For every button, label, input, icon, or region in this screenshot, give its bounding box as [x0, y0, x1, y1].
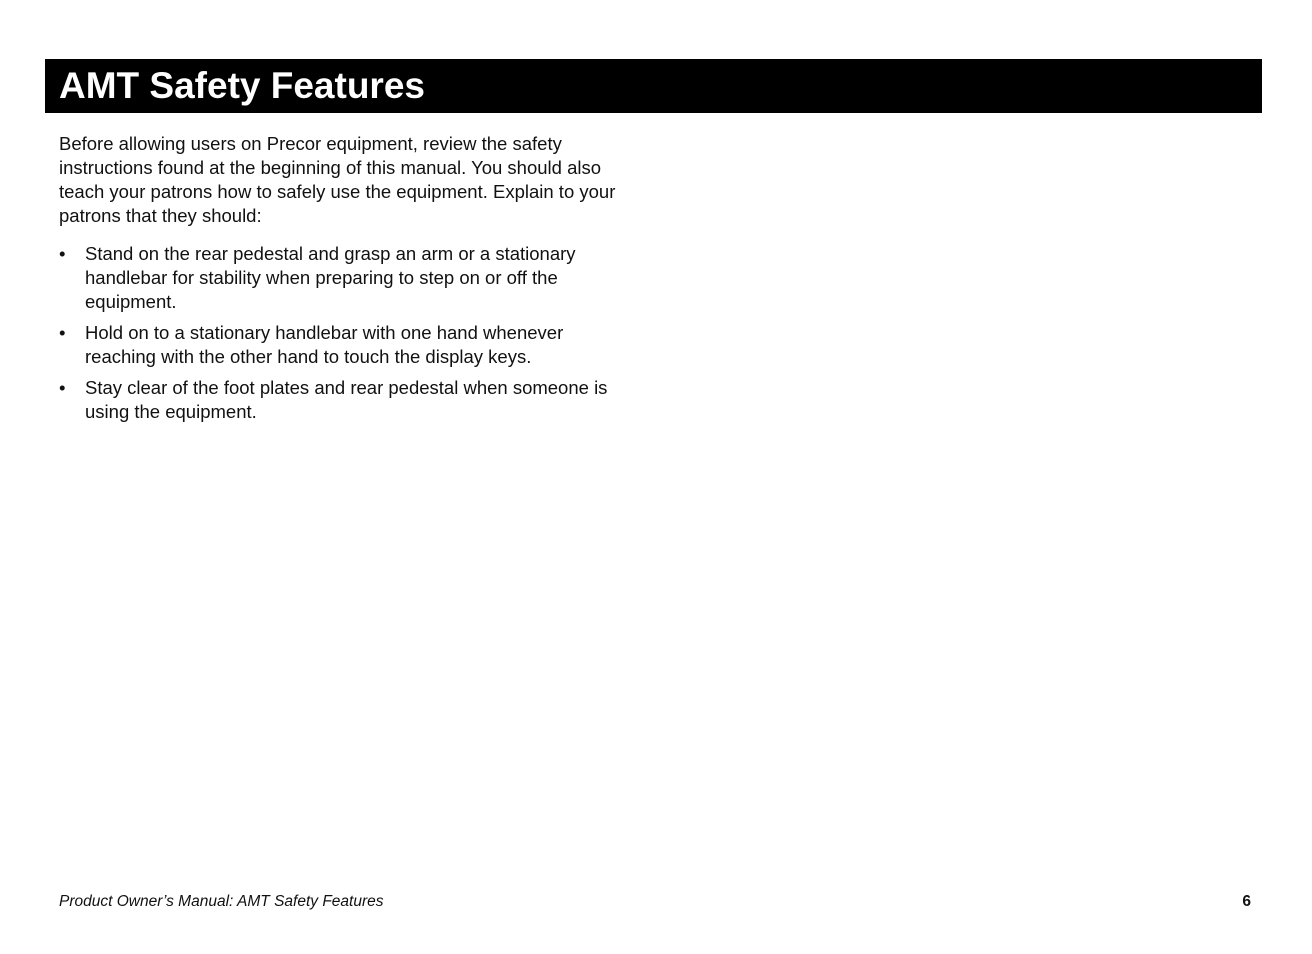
list-item [59, 376, 639, 424]
list-item-text: Stand on the rear pedestal and grasp an arm or a stationary handlebar for stability when preparing to step on or off the equipment. [85, 243, 576, 312]
intro-paragraph: Before allowing users on Precor equipment, review the safety instructions found at the beginning of this manual. You should also teach your patrons how to safely use the equipment. Explain to your patrons that they should: [59, 133, 616, 226]
section-title-bar [45, 59, 1262, 113]
list-item [59, 242, 639, 314]
footer-running-title: Product Owner’s Manual: AMT Safety Features [59, 893, 384, 910]
list-item [59, 321, 639, 369]
bullet-icon: • [59, 322, 66, 343]
main-content [59, 132, 639, 431]
page-number: 6 [1242, 893, 1251, 910]
bullet-icon: • [59, 243, 66, 264]
page-title: AMT Safety Features [59, 65, 425, 106]
safety-instructions-list [59, 242, 639, 424]
list-item-text: Stay clear of the foot plates and rear pedestal when someone is using the equipment. [85, 377, 608, 422]
bullet-icon: • [59, 377, 66, 398]
list-item-text: Hold on to a stationary handlebar with one hand whenever reaching with the other hand to touch the display keys. [85, 322, 564, 367]
